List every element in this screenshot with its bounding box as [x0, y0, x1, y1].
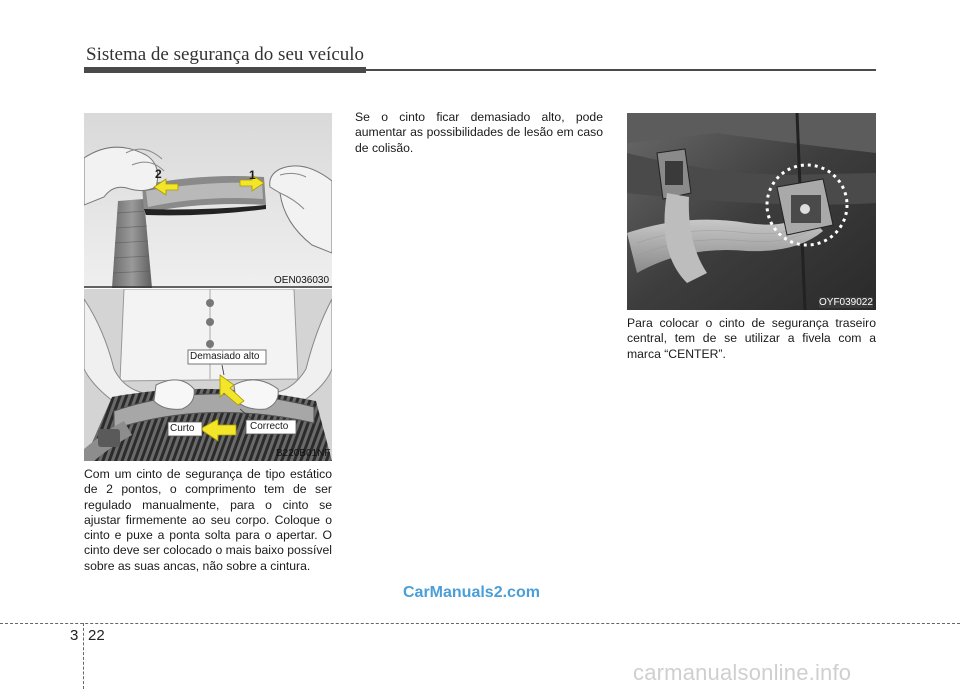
figure-code: OYF039022	[819, 297, 873, 308]
footer-divider	[83, 623, 84, 689]
label-curto: Curto	[170, 423, 195, 434]
site-watermark: carmanualsonline.info	[633, 660, 852, 685]
footer-rule	[0, 623, 960, 624]
column-3-text: Para colocar o cinto de segurança traseiro central, tem de se utilizar a fivela com a marca “CENTER”.	[627, 316, 876, 361]
page-number: 22	[88, 627, 105, 644]
column-1-text: Com um cinto de segurança de tipo estático de 2 pontos, o comprimento tem de ser regulado manualmente, para o cinto se ajustar firmemente ao seu corpo. Coloque o cinto e puxe a ponta solta para o apertar. O cinto deve ser colocado o mais baixo possível sobre as suas ancas, não sobre a cintura.	[84, 467, 332, 573]
figure-callout-1: 1	[249, 168, 256, 182]
figure-code: B220B01NF	[276, 448, 331, 459]
figure-callout-2: 2	[155, 167, 162, 181]
label-correcto: Correcto	[250, 421, 289, 432]
figure-code: OEN036030	[274, 275, 330, 286]
header-rule	[84, 67, 876, 73]
figure-belt-adjust	[84, 113, 332, 288]
figure-belt-position	[84, 289, 332, 461]
chapter-number: 3	[70, 627, 79, 644]
figure-center-belt	[627, 113, 876, 310]
watermark-link[interactable]: CarManuals2.com	[403, 584, 540, 601]
label-demasiado-alto: Demasiado alto	[190, 351, 260, 362]
column-2-text: Se o cinto ficar demasiado alto, pode aumentar as possibilidades de lesão em caso de colisão.	[355, 110, 603, 155]
header-title: Sistema de segurança do seu veículo	[86, 44, 365, 65]
